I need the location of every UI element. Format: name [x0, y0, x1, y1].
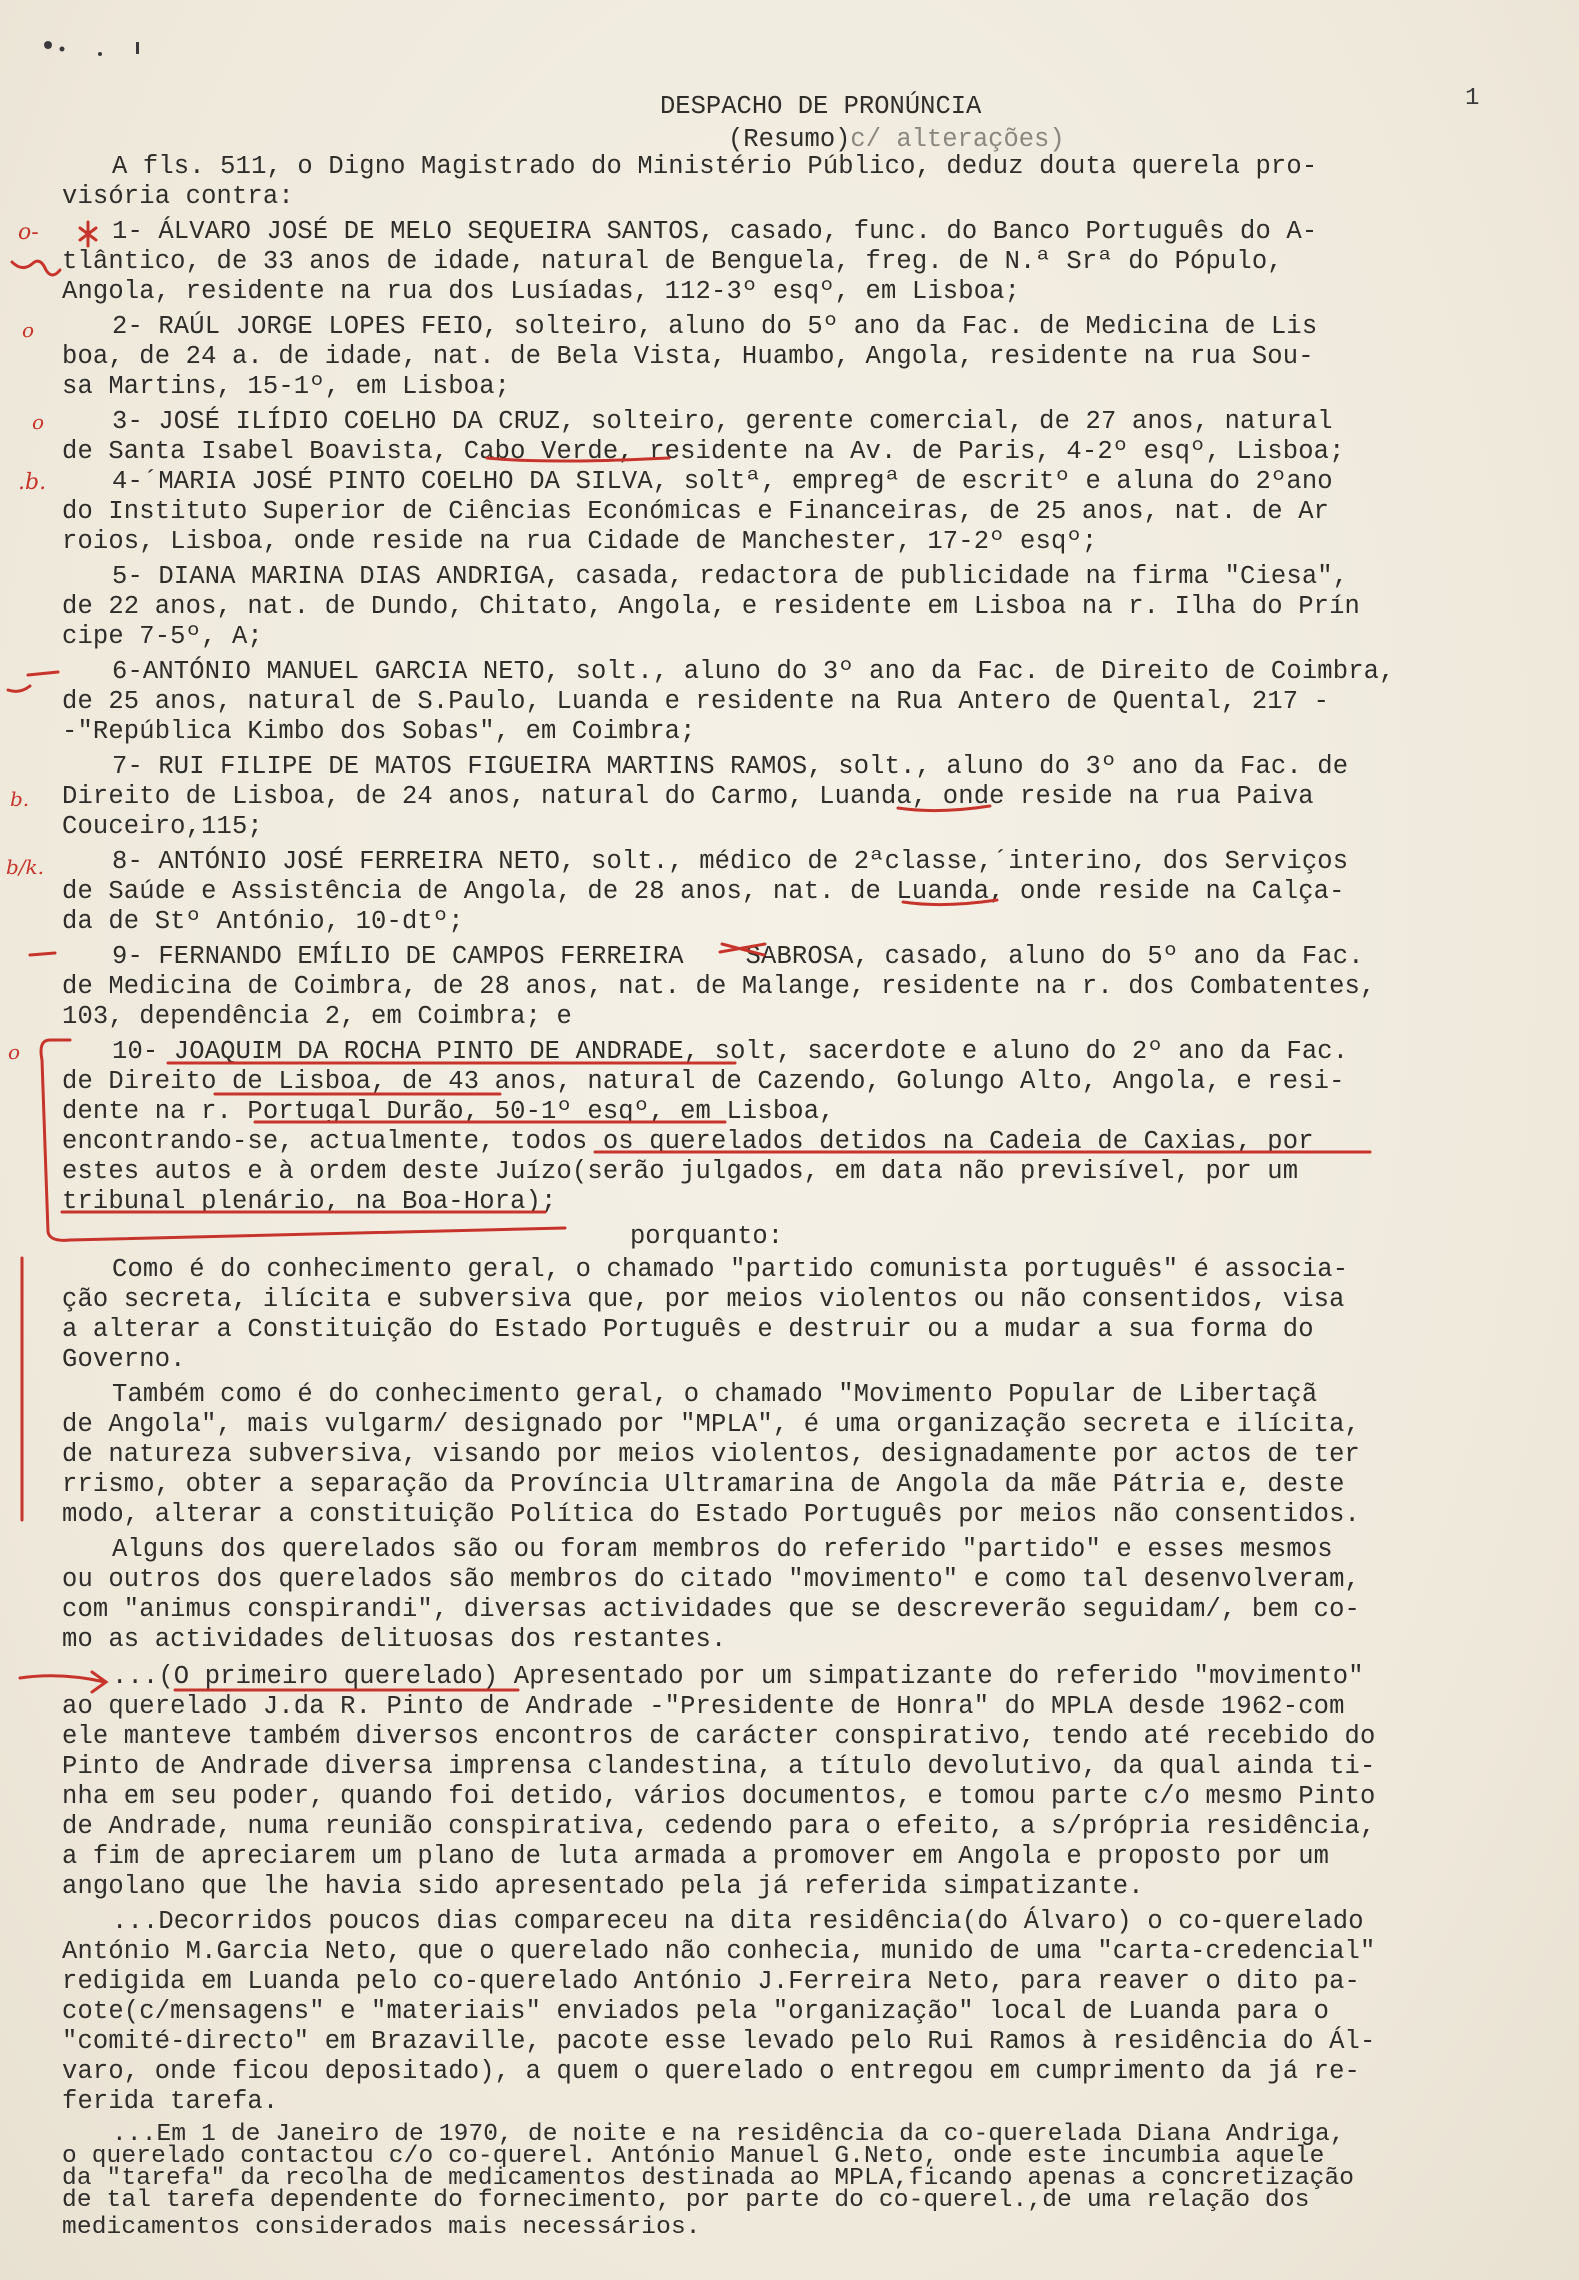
accused-8-line: 8- ANTÓNIO JOSÉ FERREIRA NETO, solt., médico de 2ªclasse,´interino, dos Serviços: [112, 847, 1349, 876]
text-line: medicamentos considerados mais necessários.: [62, 2214, 701, 2241]
text-line: ...Decorridos poucos dias compareceu na dita residência(do Álvaro) o co-querelado: [112, 1907, 1364, 1936]
accused-2-line: 2- RAÚL JORGE LOPES FEIO, solteiro, aluno do 5º ano da Fac. de Medicina de Lis: [112, 312, 1318, 341]
text-line: dente na r. Portugal Durão, 50-1º esqº, em Lisboa,: [62, 1097, 835, 1126]
porquanto-heading: porquanto:: [630, 1222, 784, 1251]
text-line: do Instituto Superior de Ciências Económicas e Financeiras, de 25 anos, nat. de Ar: [62, 497, 1330, 526]
arrow-icon: [20, 1672, 106, 1692]
margin-note: b/k.: [6, 855, 45, 879]
text-line: de Direito de Lisboa, de 43 anos, natural de Cazendo, Golungo Alto, Angola, e resi-: [62, 1067, 1345, 1096]
accused-3-line: 3- JOSÉ ILÍDIO COELHO DA CRUZ, solteiro, gerente comercial, de 27 anos, natural: [112, 407, 1333, 436]
text-line: a fim de apreciarem um plano de luta armada a promover em Angola e proposto por um: [62, 1842, 1330, 1871]
text-line: Pinto de Andrade diversa imprensa clandestina, a título devolutivo, da qual ainda ti-: [62, 1752, 1376, 1781]
text-line: de 22 anos, nat. de Dundo, Chitato, Angola, e residente em Lisboa na r. Ilha do Prín: [62, 592, 1361, 621]
text-line: angolano que lhe havia sido apresentado pela já referida simpatizante.: [62, 1872, 1144, 1901]
text-line: -"República Kimbo dos Sobas", em Coimbra;: [62, 717, 696, 746]
text-line: de Angola", mais vulgarm/ designado por "MPLA", é uma organização secreta e ilícita,: [62, 1410, 1361, 1439]
text-line: ...(O primeiro querelado) Apresentado por um simpatizante do referido "movimento": [112, 1662, 1364, 1691]
text-line: encontrando-se, actualmente, todos os querelados detidos na Cadeia de Caxias, por: [62, 1127, 1314, 1156]
accused-5-line: 5- DIANA MARINA DIAS ANDRIGA, casada, redactora de publicidade na firma "Ciesa",: [112, 562, 1349, 591]
document-subtitle: [728, 125, 1065, 155]
text-line: da de Stº António, 10-dtº;: [62, 907, 464, 936]
text-line: A fls. 511, o Digno Magistrado do Ministério Público, deduz douta querela pro-: [112, 152, 1318, 181]
accused-7-line: 7- RUI FILIPE DE MATOS FIGUEIRA MARTINS RAMOS, solt., aluno do 3º ano da Fac. de: [112, 752, 1349, 781]
text-line: de 25 anos, natural de S.Paulo, Luanda e residente na Rua Antero de Quental, 217 -: [62, 687, 1330, 716]
text-line: António M.Garcia Neto, que o querelado não conhecia, munido de uma "carta-credencial": [62, 1937, 1376, 1966]
corner-smudge: [44, 41, 139, 56]
text-line: 103, dependência 2, em Coimbra; e: [62, 1002, 572, 1031]
margin-note: o: [32, 410, 45, 434]
text-line: nha em seu poder, quando foi detido, vários documentos, e tomou parte c/o mesmo Pinto: [62, 1782, 1376, 1811]
text-line: Angola, residente na rua dos Lusíadas, 112-3º esqº, em Lisboa;: [62, 277, 1021, 306]
subtitle-handwritten: c/ alterações): [850, 125, 1065, 154]
text-line: modo, alterar a constituição Política do Estado Português por meios não consentidos.: [62, 1500, 1361, 1529]
dash-mark: [30, 953, 55, 955]
accused-6-line: 6-ANTÓNIO MANUEL GARCIA NETO, solt., aluno do 3º ano da Fac. de Direito de Coimbra,: [112, 657, 1395, 686]
text-line: Direito de Lisboa, de 24 anos, natural do Carmo, Luanda, onde reside na rua Paiva: [62, 782, 1314, 811]
text-line: com "animus conspirandi", diversas actividades que se descreverão seguidam/, bem co-: [62, 1595, 1361, 1624]
accused-1-line: 1- ÁLVARO JOSÉ DE MELO SEQUEIRA SANTOS, casado, func. do Banco Português do A-: [112, 217, 1318, 246]
text-line: da "tarefa" da recolha de medicamentos destinada ao MPLA,ficando apenas a concretização: [62, 2165, 1355, 2192]
margin-note: .b.: [18, 470, 47, 495]
text-line: cipe 7-5º, A;: [62, 622, 263, 651]
text-line: Também como é do conhecimento geral, o chamado "Movimento Popular de Libertaçã: [112, 1380, 1318, 1409]
text-line: ção secreta, ilícita e subversiva que, por meios violentos ou não consentidos, visa: [62, 1285, 1345, 1314]
accused-9-line: 9- FERNANDO EMÍLIO DE CAMPOS FERREIRA SABROSA, casado, aluno do 5º ano da Fac.: [112, 942, 1364, 971]
text-line: "comité-directo" em Brazaville, pacote esse levado pelo Rui Ramos à residência do Ál-: [62, 2027, 1376, 2056]
text-line: rrismo, obter a separação da Província Ultramarina de Angola da mãe Pátria e, deste: [62, 1470, 1345, 1499]
text-line: o querelado contactou c/o co-querel. António Manuel G.Neto, onde este incumbia aquele: [62, 2143, 1325, 2170]
scribble-mark: [8, 686, 30, 691]
text-line: ele manteve também diversos encontros de carácter conspirativo, tendo até recebido do: [62, 1722, 1376, 1751]
text-line: mo as actividades delituosas dos restantes.: [62, 1625, 727, 1654]
text-line: de Santa Isabel Boavista, Cabo Verde, residente na Av. de Paris, 4-2º esqº, Lisboa;: [62, 437, 1345, 466]
text-line: de tal tarefa dependente do fornecimento, por parte do co-querel.,de uma relação dos: [62, 2187, 1310, 2214]
margin-note: b.: [10, 787, 30, 811]
scribble-mark: [12, 261, 60, 275]
accused-10-line: 10- JOAQUIM DA ROCHA PINTO DE ANDRADE, solt, sacerdote e aluno do 2º ano da Fac.: [112, 1037, 1349, 1066]
margin-note: o: [22, 318, 35, 342]
text-line: visória contra:: [62, 182, 294, 211]
text-line: ferida tarefa.: [62, 2087, 279, 2116]
text-line: ou outros dos querelados são membros do citado "movimento" e como tal desenvolveram,: [62, 1565, 1361, 1594]
text-line: a alterar a Constituição do Estado Português e destruir ou a mudar a sua forma do: [62, 1315, 1314, 1344]
text-line: roios, Lisboa, onde reside na rua Cidade de Manchester, 17-2º esqº;: [62, 527, 1098, 556]
subtitle-main: (Resumo): [728, 125, 851, 154]
text-line: boa, de 24 a. de idade, nat. de Bela Vista, Huambo, Angola, residente na rua Sou-: [62, 342, 1314, 371]
accused-4-line: 4-´MARIA JOSÉ PINTO COELHO DA SILVA, soltª, empregª de escritº e aluna do 2ºano: [112, 467, 1333, 496]
dash-mark: [28, 672, 58, 675]
document-title: DESPACHO DE PRONÚNCIA: [660, 92, 982, 121]
star-mark-icon: [80, 222, 96, 246]
text-line: estes autos e à ordem deste Juízo(serão julgados, em data não previsível, por um: [62, 1157, 1299, 1186]
text-line: ao querelado J.da R. Pinto de Andrade -"Presidente de Honra" do MPLA desde 1962-com: [62, 1692, 1345, 1721]
text-line: de natureza subversiva, visando por meios violentos, designadamente por actos de ter: [62, 1440, 1361, 1469]
text-line: de Saúde e Assistência de Angola, de 28 anos, nat. de Luanda, onde reside na Calça-: [62, 877, 1345, 906]
text-line: cote(c/mensagens" e "materiais" enviados pela "organização" local de Luanda para o: [62, 1997, 1330, 2026]
text-line: Alguns dos querelados são ou foram membros do referido "partido" e esses mesmos: [112, 1535, 1333, 1564]
text-line: ...Em 1 de Janeiro de 1970, de noite e na residência da co-querelada Diana Andriga,: [112, 2121, 1345, 2148]
text-line: Como é do conhecimento geral, o chamado "partido comunista português" é associa-: [112, 1255, 1349, 1284]
text-line: de Andrade, numa reunião conspirativa, cedendo para o efeito, a s/própria residência,: [62, 1812, 1376, 1841]
text-line: de Medicina de Coimbra, de 28 anos, nat. de Malange, residente na r. dos Combatentes,: [62, 972, 1376, 1001]
margin-note: o-: [18, 220, 39, 245]
text-line: tlântico, de 33 anos de idade, natural de Benguela, freg. de N.ª Srª do Pópulo,: [62, 247, 1283, 276]
text-line: tribunal plenário, na Boa-Hora);: [62, 1187, 557, 1216]
page-number: 1: [1465, 85, 1480, 112]
text-line: varo, onde ficou depositado), a quem o querelado o entregou em cumprimento da já re-: [62, 2057, 1361, 2086]
text-line: redigida em Luanda pelo co-querelado António J.Ferreira Neto, para reaver o dito pa-: [62, 1967, 1361, 1996]
text-line: Governo.: [62, 1345, 186, 1374]
text-line: sa Martins, 15-1º, em Lisboa;: [62, 372, 511, 401]
margin-note: o: [8, 1040, 21, 1064]
text-line: Couceiro,115;: [62, 812, 263, 841]
